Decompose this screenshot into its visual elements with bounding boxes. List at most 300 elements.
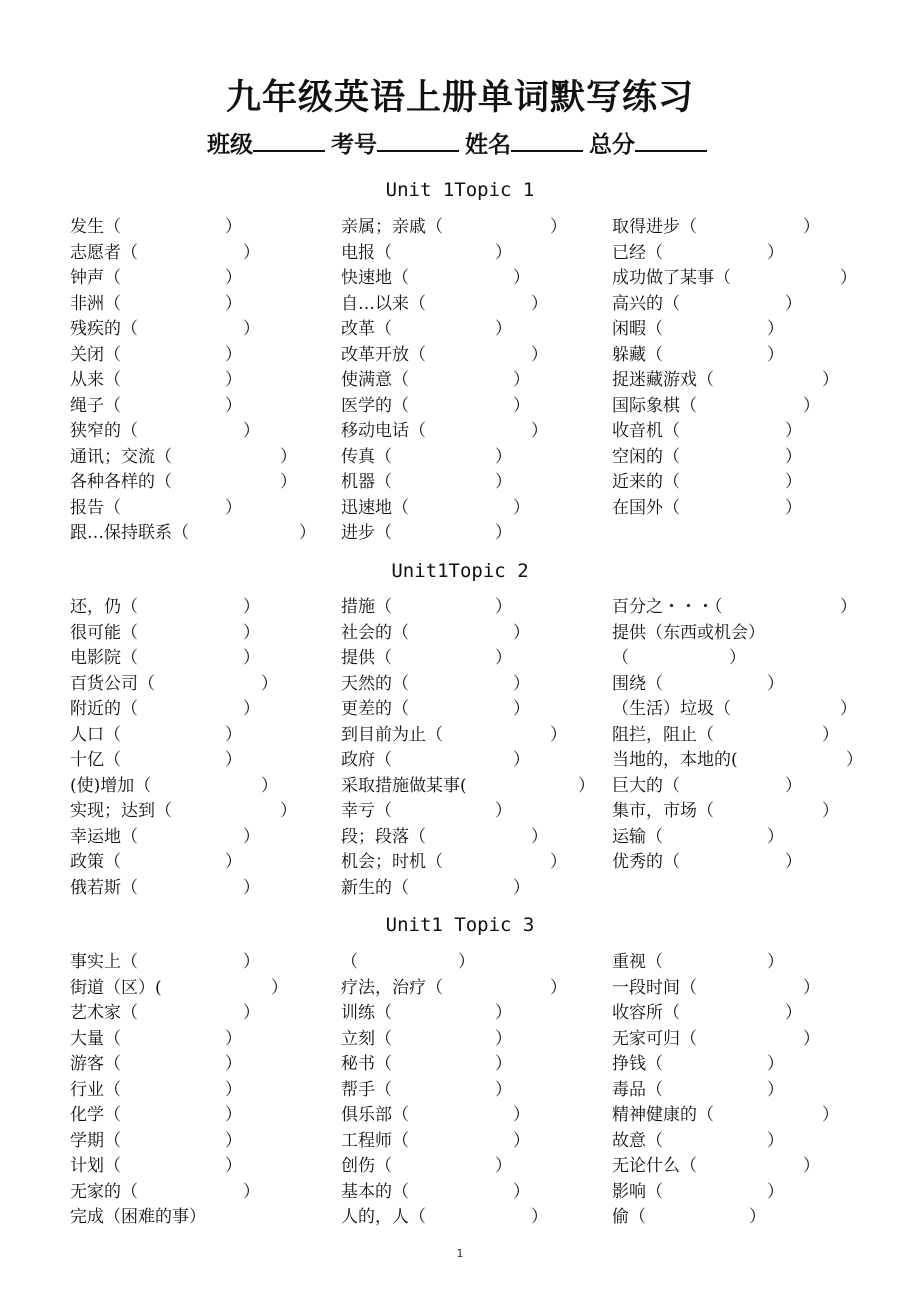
vocab-prompt: 取得进步（ bbox=[612, 217, 697, 237]
vocab-item[interactable] bbox=[341, 1206, 548, 1228]
answer-blank-close-paren: ） bbox=[513, 370, 530, 390]
vocab-prompt: 很可能（ bbox=[70, 622, 138, 643]
vocab-item[interactable] bbox=[612, 395, 820, 417]
section-title: Unit 1Topic 1 bbox=[385, 179, 535, 201]
vocab-prompt: 俄若斯（ bbox=[70, 877, 138, 898]
vocab-prompt: 百分之・・・（ bbox=[612, 597, 723, 617]
answer-blank-close-paren: ） bbox=[803, 395, 820, 416]
answer-blank-close-paren: ） bbox=[749, 1207, 766, 1227]
vocab-item[interactable] bbox=[70, 673, 278, 695]
vocab-item[interactable] bbox=[70, 395, 242, 417]
vocab-prompt: 国际象棋（ bbox=[612, 395, 697, 416]
vocab-prompt: (使)增加（ bbox=[70, 775, 152, 796]
vocab-item[interactable] bbox=[341, 622, 530, 644]
vocab-prompt: 跟…保持联系（ bbox=[70, 523, 189, 543]
vocab-item[interactable] bbox=[341, 596, 512, 618]
exam-number-label: 考号 bbox=[331, 132, 377, 158]
vocab-prompt: 人的，人（ bbox=[341, 1207, 426, 1227]
answer-blank-close-paren: ） bbox=[495, 1079, 512, 1100]
vocab-item[interactable] bbox=[70, 1206, 206, 1228]
vocab-item[interactable] bbox=[341, 1130, 530, 1152]
answer-blank-close-paren: ） bbox=[840, 699, 857, 719]
vocab-item[interactable] bbox=[612, 420, 802, 442]
vocab-prompt: 段；段落（ bbox=[341, 826, 426, 847]
vocab-item[interactable] bbox=[341, 1028, 512, 1050]
answer-blank-close-paren: ） bbox=[280, 472, 297, 492]
answer-blank-close-paren: ） bbox=[550, 724, 567, 745]
vocab-item[interactable] bbox=[612, 446, 802, 468]
answer-blank-close-paren: ） bbox=[495, 319, 512, 339]
answer-blank-close-paren: ） bbox=[822, 370, 839, 390]
vocab-item[interactable] bbox=[341, 369, 530, 391]
vocab-item[interactable] bbox=[70, 1079, 242, 1101]
answer-blank-close-paren: ） bbox=[225, 395, 242, 416]
vocab-prompt: 幸运地（ bbox=[70, 826, 138, 847]
vocab-item[interactable] bbox=[612, 471, 802, 493]
vocab-prompt: 偷（ bbox=[612, 1207, 646, 1227]
vocab-item[interactable] bbox=[612, 1104, 839, 1126]
vocab-prompt: 无家可归（ bbox=[612, 1028, 697, 1049]
vocab-item[interactable] bbox=[341, 977, 567, 999]
vocab-prompt: 到目前为止（ bbox=[341, 724, 443, 745]
vocab-prompt: 机器（ bbox=[341, 472, 392, 492]
vocab-prompt: 集市，市场（ bbox=[612, 801, 714, 821]
answer-blank-close-paren: ） bbox=[243, 421, 260, 441]
answer-blank-close-paren: ） bbox=[803, 217, 820, 237]
vocab-prompt: 基本的（ bbox=[341, 1181, 409, 1202]
vocab-prompt: 收容所（ bbox=[612, 1003, 680, 1023]
answer-blank-close-paren: ） bbox=[243, 622, 260, 643]
vocab-prompt: 残疾的（ bbox=[70, 319, 138, 339]
answer-blank-close-paren: ） bbox=[225, 724, 242, 745]
vocab-item[interactable] bbox=[341, 293, 548, 315]
vocab-item[interactable] bbox=[70, 698, 260, 720]
vocab-prompt: 报告（ bbox=[70, 497, 121, 518]
vocab-prompt: 训练（ bbox=[341, 1003, 392, 1023]
answer-blank-close-paren: ） bbox=[513, 1105, 530, 1125]
answer-blank-close-paren: ） bbox=[767, 673, 784, 694]
vocab-item[interactable] bbox=[70, 622, 260, 644]
class-label: 班级 bbox=[207, 132, 253, 158]
answer-blank-close-paren: ） bbox=[840, 597, 857, 617]
answer-blank-close-paren: ） bbox=[225, 344, 242, 365]
answer-blank-close-paren: ） bbox=[225, 1156, 242, 1176]
vocab-item[interactable] bbox=[341, 851, 567, 873]
vocab-prompt: 改革开放（ bbox=[341, 344, 426, 365]
vocab-item[interactable] bbox=[341, 673, 530, 695]
answer-blank-close-paren: ） bbox=[578, 775, 595, 796]
vocab-prompt: 艺术家（ bbox=[70, 1003, 138, 1023]
answer-blank-close-paren: ） bbox=[513, 395, 530, 416]
vocab-prompt: 志愿者（ bbox=[70, 242, 138, 263]
answer-blank-close-paren: ） bbox=[243, 319, 260, 339]
name-field bbox=[465, 126, 589, 159]
answer-blank-close-paren: ） bbox=[261, 775, 278, 796]
answer-blank-close-paren: ） bbox=[767, 1181, 784, 1202]
answer-blank-close-paren: ） bbox=[225, 1054, 242, 1074]
vocab-item[interactable] bbox=[70, 318, 260, 340]
vocab-prompt: 社会的（ bbox=[341, 622, 409, 643]
vocab-item[interactable] bbox=[70, 446, 297, 468]
vocab-prompt: 人口（ bbox=[70, 724, 121, 745]
answer-blank-close-paren: ） bbox=[785, 775, 802, 796]
vocab-item[interactable] bbox=[341, 877, 530, 899]
vocab-item[interactable] bbox=[341, 318, 512, 340]
vocab-item[interactable] bbox=[612, 267, 857, 289]
answer-blank-close-paren: ） bbox=[513, 622, 530, 643]
answer-blank-close-paren: ） bbox=[271, 977, 288, 998]
answer-blank-close-paren: ） bbox=[243, 699, 260, 719]
answer-blank-close-paren: ） bbox=[803, 1028, 820, 1049]
vocab-prompt: 近来的（ bbox=[612, 472, 680, 492]
vocab-item[interactable] bbox=[341, 749, 530, 771]
vocab-prompt: 工程师（ bbox=[341, 1130, 409, 1151]
vocab-item[interactable] bbox=[612, 1028, 820, 1050]
vocab-prompt: 毒品（ bbox=[612, 1079, 663, 1100]
answer-blank-close-paren: ） bbox=[280, 446, 297, 467]
vocab-item[interactable] bbox=[612, 242, 784, 264]
vocab-item[interactable] bbox=[70, 877, 260, 899]
vocab-item[interactable] bbox=[612, 951, 784, 973]
vocab-prompt: 创伤（ bbox=[341, 1156, 392, 1176]
vocab-item[interactable] bbox=[341, 826, 548, 848]
vocab-item[interactable] bbox=[341, 1002, 512, 1024]
vocab-prompt: 各种各样的（ bbox=[70, 472, 172, 492]
answer-blank-close-paren: ） bbox=[767, 1130, 784, 1151]
vocab-prompt: 成功做了某事（ bbox=[612, 268, 731, 288]
vocab-item[interactable] bbox=[612, 1130, 784, 1152]
answer-blank-close-paren: ） bbox=[822, 1105, 839, 1125]
vocab-item[interactable] bbox=[612, 1206, 766, 1228]
vocab-prompt: 狭窄的（ bbox=[70, 421, 138, 441]
vocab-prompt: 附近的（ bbox=[70, 699, 138, 719]
score-field bbox=[589, 126, 713, 159]
page-title: 九年级英语上册单词默写练习 bbox=[225, 78, 694, 118]
vocab-item[interactable] bbox=[612, 698, 857, 720]
vocab-prompt: 从来（ bbox=[70, 370, 121, 390]
vocab-item[interactable] bbox=[70, 1053, 242, 1075]
answer-blank-close-paren: ） bbox=[803, 1156, 820, 1176]
answer-blank-close-paren: ） bbox=[785, 1003, 802, 1023]
vocab-item[interactable] bbox=[341, 446, 512, 468]
vocab-item[interactable] bbox=[612, 749, 863, 771]
vocab-item[interactable] bbox=[612, 1079, 784, 1101]
answer-blank-close-paren: ） bbox=[225, 293, 242, 314]
answer-blank-close-paren: ） bbox=[225, 370, 242, 390]
vocab-prompt: 绳子（ bbox=[70, 395, 121, 416]
vocab-item[interactable] bbox=[70, 344, 242, 366]
vocab-item[interactable] bbox=[70, 267, 242, 289]
vocab-item[interactable] bbox=[612, 977, 820, 999]
vocab-prompt: 捉迷藏游戏（ bbox=[612, 370, 714, 390]
vocab-item[interactable] bbox=[612, 318, 784, 340]
answer-blank-close-paren: ） bbox=[531, 344, 548, 365]
vocab-item[interactable] bbox=[341, 800, 512, 822]
answer-blank-close-paren: ） bbox=[767, 826, 784, 847]
vocab-prompt: 改革（ bbox=[341, 319, 392, 339]
vocab-prompt: 钟声（ bbox=[70, 268, 121, 288]
answer-blank-close-paren: ） bbox=[243, 648, 260, 668]
answer-blank-close-paren: ） bbox=[225, 750, 242, 770]
vocab-item[interactable] bbox=[341, 471, 512, 493]
vocab-item[interactable] bbox=[341, 1181, 530, 1203]
vocab-item[interactable] bbox=[70, 471, 297, 493]
answer-blank-close-paren: ） bbox=[729, 648, 746, 668]
answer-blank-close-paren: ） bbox=[243, 877, 260, 898]
vocab-item[interactable] bbox=[70, 800, 297, 822]
vocab-prompt: 高兴的（ bbox=[612, 293, 680, 314]
vocab-item[interactable] bbox=[341, 344, 548, 366]
vocab-item[interactable] bbox=[70, 977, 288, 999]
answer-blank-close-paren: ） bbox=[550, 852, 567, 872]
vocab-item[interactable] bbox=[70, 522, 316, 544]
vocab-prompt: 运输（ bbox=[612, 826, 663, 847]
answer-blank-close-paren: ） bbox=[785, 293, 802, 314]
exam-number-blank[interactable] bbox=[377, 130, 459, 152]
vocab-item[interactable] bbox=[70, 749, 242, 771]
answer-blank-close-paren: ） bbox=[822, 801, 839, 821]
answer-blank-close-paren: ） bbox=[495, 242, 512, 263]
vocab-prompt: 故意（ bbox=[612, 1130, 663, 1151]
vocab-prompt: 秘书（ bbox=[341, 1054, 392, 1074]
answer-blank-close-paren: ） bbox=[495, 597, 512, 617]
vocab-item[interactable] bbox=[341, 647, 512, 669]
vocab-item[interactable] bbox=[70, 1104, 242, 1126]
class-blank[interactable] bbox=[253, 130, 325, 152]
vocab-item[interactable] bbox=[70, 1028, 242, 1050]
answer-blank-close-paren: ） bbox=[785, 446, 802, 467]
vocab-prompt: 完成（困难的事） bbox=[70, 1207, 206, 1227]
vocab-item[interactable] bbox=[70, 1155, 242, 1177]
vocab-prompt: 立刻（ bbox=[341, 1028, 392, 1049]
vocab-prompt: 使满意（ bbox=[341, 370, 409, 390]
answer-blank-close-paren: ） bbox=[513, 497, 530, 518]
vocab-prompt: 化学（ bbox=[70, 1105, 121, 1125]
vocab-item[interactable] bbox=[612, 293, 802, 315]
answer-blank-close-paren: ） bbox=[495, 1156, 512, 1176]
vocab-prompt: 自…以来（ bbox=[341, 293, 426, 314]
vocab-prompt: 阻拦，阻止（ bbox=[612, 724, 714, 745]
vocab-item[interactable] bbox=[341, 522, 512, 544]
vocab-prompt: 行业（ bbox=[70, 1079, 121, 1100]
vocab-item[interactable] bbox=[612, 673, 784, 695]
answer-blank-close-paren: ） bbox=[243, 1003, 260, 1023]
answer-blank-close-paren: ） bbox=[513, 699, 530, 719]
vocab-item[interactable] bbox=[341, 1155, 512, 1177]
vocab-item[interactable] bbox=[612, 216, 820, 238]
vocab-item[interactable] bbox=[612, 497, 802, 519]
vocab-item[interactable] bbox=[70, 596, 260, 618]
answer-blank-close-paren: ） bbox=[495, 523, 512, 543]
section-title: Unit1 Topic 3 bbox=[385, 914, 535, 936]
vocab-prompt: 措施（ bbox=[341, 597, 392, 617]
exam-number-field bbox=[331, 126, 465, 159]
vocab-prompt: 新生的（ bbox=[341, 877, 409, 898]
answer-blank-close-paren: ） bbox=[513, 750, 530, 770]
vocab-prompt: 已经（ bbox=[612, 242, 663, 263]
vocab-item[interactable] bbox=[70, 724, 242, 746]
answer-blank-close-paren: ） bbox=[531, 293, 548, 314]
vocab-prompt: （ bbox=[341, 952, 358, 972]
vocab-prompt: 非洲（ bbox=[70, 293, 121, 314]
vocab-item[interactable] bbox=[612, 1053, 784, 1075]
answer-blank-close-paren: ） bbox=[495, 648, 512, 668]
vocab-prompt: 医学的（ bbox=[341, 395, 409, 416]
answer-blank-close-paren: ） bbox=[243, 826, 260, 847]
vocab-item[interactable] bbox=[341, 267, 530, 289]
vocab-prompt: 疗法，治疗（ bbox=[341, 977, 443, 998]
answer-blank-close-paren: ） bbox=[458, 952, 475, 972]
vocab-item[interactable] bbox=[612, 826, 784, 848]
vocab-item[interactable] bbox=[612, 724, 839, 746]
vocab-item[interactable] bbox=[70, 369, 242, 391]
answer-blank-close-paren: ） bbox=[243, 242, 260, 263]
vocab-prompt: 电报（ bbox=[341, 242, 392, 263]
vocab-prompt: 机会；时机（ bbox=[341, 852, 443, 872]
vocab-item[interactable] bbox=[341, 951, 475, 973]
vocab-prompt: 一段时间（ bbox=[612, 977, 697, 998]
vocab-item[interactable] bbox=[612, 851, 802, 873]
vocab-item[interactable] bbox=[612, 596, 857, 618]
vocab-prompt: 电影院（ bbox=[70, 648, 138, 668]
vocab-prompt: 政府（ bbox=[341, 750, 392, 770]
vocab-item[interactable] bbox=[341, 216, 567, 238]
vocab-item[interactable] bbox=[341, 1079, 512, 1101]
vocab-prompt: 挣钱（ bbox=[612, 1054, 663, 1074]
vocab-item[interactable] bbox=[70, 775, 278, 797]
vocab-prompt: 迅速地（ bbox=[341, 497, 409, 518]
answer-blank-close-paren: ） bbox=[767, 344, 784, 365]
answer-blank-close-paren: ） bbox=[243, 952, 260, 972]
vocab-prompt: （ bbox=[612, 648, 629, 668]
vocab-prompt: 政策（ bbox=[70, 852, 121, 872]
vocab-item[interactable] bbox=[70, 1002, 260, 1024]
vocab-item[interactable] bbox=[612, 369, 839, 391]
answer-blank-close-paren: ） bbox=[495, 801, 512, 821]
vocab-item[interactable] bbox=[612, 1155, 820, 1177]
vocab-item[interactable] bbox=[70, 647, 260, 669]
vocab-prompt: 影响（ bbox=[612, 1181, 663, 1202]
answer-blank-close-paren: ） bbox=[550, 217, 567, 237]
vocab-prompt: 进步（ bbox=[341, 523, 392, 543]
answer-blank-close-paren: ） bbox=[225, 497, 242, 518]
answer-blank-close-paren: ） bbox=[785, 497, 802, 518]
answer-blank-close-paren: ） bbox=[495, 1003, 512, 1023]
vocab-item[interactable] bbox=[341, 775, 595, 797]
vocab-prompt: 幸亏（ bbox=[341, 801, 392, 821]
vocab-prompt: 发生（ bbox=[70, 217, 121, 237]
vocab-item[interactable] bbox=[612, 775, 802, 797]
vocab-prompt: （生活）垃圾（ bbox=[612, 699, 731, 719]
answer-blank-close-paren: ） bbox=[767, 319, 784, 339]
class-field bbox=[207, 126, 331, 159]
answer-blank-close-paren: ） bbox=[785, 421, 802, 441]
vocab-item[interactable] bbox=[70, 826, 260, 848]
score-blank[interactable] bbox=[635, 130, 707, 152]
vocab-item[interactable] bbox=[70, 1181, 260, 1203]
vocab-item[interactable] bbox=[612, 622, 765, 644]
answer-blank-close-paren: ） bbox=[495, 472, 512, 492]
vocab-prompt: 俱乐部（ bbox=[341, 1105, 409, 1125]
answer-blank-close-paren: ） bbox=[243, 1181, 260, 1202]
vocab-prompt: 计划（ bbox=[70, 1156, 121, 1176]
answer-blank-close-paren: ） bbox=[785, 852, 802, 872]
vocab-item[interactable] bbox=[341, 497, 530, 519]
vocab-prompt: 采取措施做某事( bbox=[341, 775, 467, 796]
vocab-item[interactable] bbox=[612, 647, 746, 669]
vocab-item[interactable] bbox=[70, 497, 242, 519]
vocab-prompt: 当地的，本地的( bbox=[612, 750, 738, 770]
vocab-item[interactable] bbox=[70, 242, 260, 264]
vocab-prompt: 亲属；亲戚（ bbox=[341, 217, 443, 237]
section-title: Unit1Topic 2 bbox=[391, 560, 529, 582]
vocab-item[interactable] bbox=[341, 420, 548, 442]
vocab-item[interactable] bbox=[70, 420, 260, 442]
vocab-prompt: 游客（ bbox=[70, 1054, 121, 1074]
vocab-item[interactable] bbox=[341, 1104, 530, 1126]
answer-blank-close-paren: ） bbox=[225, 1028, 242, 1049]
vocab-item[interactable] bbox=[70, 951, 260, 973]
answer-blank-close-paren: ） bbox=[513, 1181, 530, 1202]
vocab-item[interactable] bbox=[341, 724, 567, 746]
vocab-prompt: 围绕（ bbox=[612, 673, 663, 694]
answer-blank-close-paren: ） bbox=[243, 597, 260, 617]
vocab-prompt: 提供（ bbox=[341, 648, 392, 668]
answer-blank-close-paren: ） bbox=[225, 1130, 242, 1151]
vocab-item[interactable] bbox=[341, 242, 512, 264]
vocab-prompt: 重视（ bbox=[612, 952, 663, 972]
answer-blank-close-paren: ） bbox=[513, 877, 530, 898]
answer-blank-close-paren: ） bbox=[767, 242, 784, 263]
answer-blank-close-paren: ） bbox=[495, 446, 512, 467]
answer-blank-close-paren: ） bbox=[803, 977, 820, 998]
vocab-item[interactable] bbox=[70, 216, 242, 238]
answer-blank-close-paren: ） bbox=[225, 852, 242, 872]
vocab-prompt: 在国外（ bbox=[612, 497, 680, 518]
answer-blank-close-paren: ） bbox=[785, 472, 802, 492]
vocab-item[interactable] bbox=[612, 1002, 802, 1024]
vocab-prompt: 空闲的（ bbox=[612, 446, 680, 467]
vocab-item[interactable] bbox=[612, 344, 784, 366]
vocab-prompt: 实现；达到（ bbox=[70, 801, 172, 821]
name-blank[interactable] bbox=[511, 130, 583, 152]
vocab-item[interactable] bbox=[341, 698, 530, 720]
vocab-prompt: 还，仍（ bbox=[70, 597, 138, 617]
vocab-prompt: 事实上（ bbox=[70, 952, 138, 972]
vocab-item[interactable] bbox=[70, 851, 242, 873]
answer-blank-close-paren: ） bbox=[495, 1054, 512, 1074]
vocab-item[interactable] bbox=[70, 1130, 242, 1152]
header-fields bbox=[0, 126, 920, 159]
vocab-prompt: 更差的（ bbox=[341, 699, 409, 719]
vocab-prompt: 闲暇（ bbox=[612, 319, 663, 339]
answer-blank-close-paren: ） bbox=[840, 268, 857, 288]
vocab-item[interactable] bbox=[341, 1053, 512, 1075]
answer-blank-close-paren: ） bbox=[261, 673, 278, 694]
vocab-prompt: 百货公司（ bbox=[70, 673, 155, 694]
score-label: 总分 bbox=[589, 132, 635, 158]
vocab-prompt: 优秀的（ bbox=[612, 852, 680, 872]
vocab-item[interactable] bbox=[612, 800, 839, 822]
answer-blank-close-paren: ） bbox=[495, 1028, 512, 1049]
vocab-prompt: 天然的（ bbox=[341, 673, 409, 694]
answer-blank-close-paren: ） bbox=[225, 217, 242, 237]
vocab-item[interactable] bbox=[612, 1181, 784, 1203]
answer-blank-close-paren: ） bbox=[767, 952, 784, 972]
vocab-item[interactable] bbox=[70, 293, 242, 315]
vocab-item[interactable] bbox=[341, 395, 530, 417]
answer-blank-close-paren: ） bbox=[767, 1079, 784, 1100]
